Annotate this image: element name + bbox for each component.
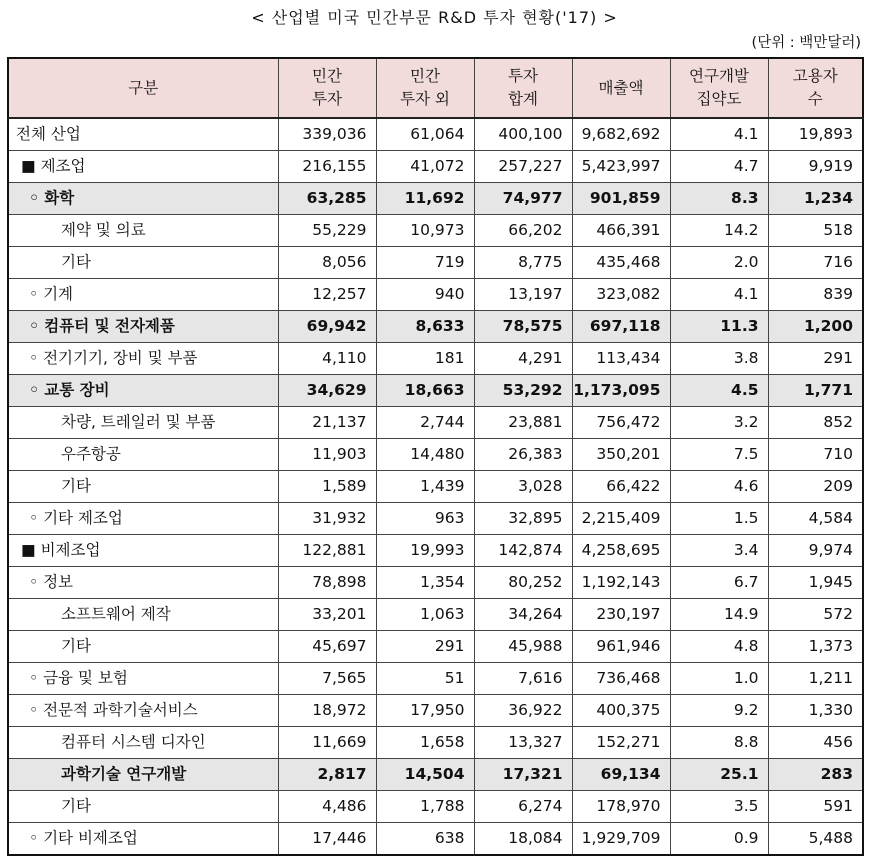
row-label: ◦ 화학: [8, 183, 278, 215]
value-cell: 1,929,709: [572, 823, 670, 856]
value-cell: 14,504: [376, 759, 474, 791]
table-row: [8, 823, 863, 856]
value-cell: 142,874: [474, 535, 572, 567]
value-cell: 961,946: [572, 631, 670, 663]
header-column: 투자 합계: [474, 58, 572, 118]
header-column: 민간 투자 외: [376, 58, 474, 118]
value-cell: 26,383: [474, 439, 572, 471]
value-cell: 34,629: [278, 375, 376, 407]
value-cell: 1,173,095: [572, 375, 670, 407]
value-cell: 63,285: [278, 183, 376, 215]
value-cell: 18,663: [376, 375, 474, 407]
value-cell: 963: [376, 503, 474, 535]
value-cell: 17,321: [474, 759, 572, 791]
value-cell: 209: [768, 471, 863, 503]
value-cell: 4,291: [474, 343, 572, 375]
table-row: [8, 118, 863, 151]
value-cell: 638: [376, 823, 474, 856]
value-cell: 45,697: [278, 631, 376, 663]
value-cell: 852: [768, 407, 863, 439]
table-row: [8, 311, 863, 343]
value-cell: 291: [768, 343, 863, 375]
value-cell: 4.1: [670, 279, 768, 311]
row-label: ◦ 기타 비제조업: [8, 823, 278, 856]
value-cell: 66,202: [474, 215, 572, 247]
value-cell: 19,893: [768, 118, 863, 151]
value-cell: 339,036: [278, 118, 376, 151]
value-cell: 36,922: [474, 695, 572, 727]
value-cell: 152,271: [572, 727, 670, 759]
unit-note: (단위 : 백만달러): [751, 35, 861, 51]
value-cell: 11.3: [670, 311, 768, 343]
value-cell: 19,993: [376, 535, 474, 567]
value-cell: 9,682,692: [572, 118, 670, 151]
value-cell: 1,439: [376, 471, 474, 503]
value-cell: 1,658: [376, 727, 474, 759]
header-column: 민간 투자: [278, 58, 376, 118]
value-cell: 0.9: [670, 823, 768, 856]
value-cell: 25.1: [670, 759, 768, 791]
value-cell: 839: [768, 279, 863, 311]
value-cell: 53,292: [474, 375, 572, 407]
value-cell: 2.0: [670, 247, 768, 279]
value-cell: 736,468: [572, 663, 670, 695]
row-label: ◦ 금융 및 보험: [8, 663, 278, 695]
table-row: [8, 791, 863, 823]
value-cell: 291: [376, 631, 474, 663]
row-label: 기타: [8, 791, 278, 823]
value-cell: 756,472: [572, 407, 670, 439]
value-cell: 18,972: [278, 695, 376, 727]
table-row: [8, 759, 863, 791]
row-label: ◦ 정보: [8, 567, 278, 599]
value-cell: 45,988: [474, 631, 572, 663]
value-cell: 181: [376, 343, 474, 375]
value-cell: 14.9: [670, 599, 768, 631]
value-cell: 6.7: [670, 567, 768, 599]
row-label: 전체 산업: [8, 118, 278, 151]
table-row: [8, 439, 863, 471]
value-cell: 4,486: [278, 791, 376, 823]
value-cell: 5,423,997: [572, 151, 670, 183]
value-cell: 3.5: [670, 791, 768, 823]
value-cell: 257,227: [474, 151, 572, 183]
value-cell: 1,373: [768, 631, 863, 663]
row-label: 우주항공: [8, 439, 278, 471]
table-row: [8, 407, 863, 439]
header-column: 매출액: [572, 58, 670, 118]
table-row: [8, 567, 863, 599]
row-label: 과학기술 연구개발: [8, 759, 278, 791]
value-cell: 9,919: [768, 151, 863, 183]
value-cell: 323,082: [572, 279, 670, 311]
table-row: [8, 503, 863, 535]
header-column: 고용자 수: [768, 58, 863, 118]
value-cell: 55,229: [278, 215, 376, 247]
value-cell: 7,616: [474, 663, 572, 695]
table-row: [8, 151, 863, 183]
value-cell: 1,192,143: [572, 567, 670, 599]
row-label: 차량, 트레일러 및 부품: [8, 407, 278, 439]
table-row: [8, 279, 863, 311]
row-label: 소프트웨어 제작: [8, 599, 278, 631]
value-cell: 719: [376, 247, 474, 279]
value-cell: 1,234: [768, 183, 863, 215]
value-cell: 12,257: [278, 279, 376, 311]
value-cell: 4,258,695: [572, 535, 670, 567]
value-cell: 61,064: [376, 118, 474, 151]
row-label: ◦ 전기기기, 장비 및 부품: [8, 343, 278, 375]
value-cell: 11,692: [376, 183, 474, 215]
value-cell: 940: [376, 279, 474, 311]
value-cell: 9,974: [768, 535, 863, 567]
value-cell: 14.2: [670, 215, 768, 247]
value-cell: 216,155: [278, 151, 376, 183]
value-cell: 1,211: [768, 663, 863, 695]
row-label: ◦ 기계: [8, 279, 278, 311]
value-cell: 11,903: [278, 439, 376, 471]
value-cell: 51: [376, 663, 474, 695]
value-cell: 69,134: [572, 759, 670, 791]
table-row: [8, 695, 863, 727]
value-cell: 23,881: [474, 407, 572, 439]
value-cell: 34,264: [474, 599, 572, 631]
row-label: ◦ 전문적 과학기술서비스: [8, 695, 278, 727]
table-row: [8, 535, 863, 567]
table-row: [8, 599, 863, 631]
value-cell: 697,118: [572, 311, 670, 343]
value-cell: 230,197: [572, 599, 670, 631]
value-cell: 8,056: [278, 247, 376, 279]
value-cell: 78,898: [278, 567, 376, 599]
value-cell: 466,391: [572, 215, 670, 247]
value-cell: 4,584: [768, 503, 863, 535]
value-cell: 13,197: [474, 279, 572, 311]
row-label: 기타: [8, 247, 278, 279]
value-cell: 2,744: [376, 407, 474, 439]
table-row: [8, 215, 863, 247]
value-cell: 8.8: [670, 727, 768, 759]
value-cell: 4.8: [670, 631, 768, 663]
value-cell: 400,100: [474, 118, 572, 151]
value-cell: 6,274: [474, 791, 572, 823]
value-cell: 1,771: [768, 375, 863, 407]
value-cell: 113,434: [572, 343, 670, 375]
value-cell: 21,137: [278, 407, 376, 439]
value-cell: 17,446: [278, 823, 376, 856]
value-cell: 3.2: [670, 407, 768, 439]
value-cell: 31,932: [278, 503, 376, 535]
value-cell: 400,375: [572, 695, 670, 727]
value-cell: 5,488: [768, 823, 863, 856]
table-row: [8, 471, 863, 503]
table-row: [8, 727, 863, 759]
value-cell: 17,950: [376, 695, 474, 727]
table-row: [8, 663, 863, 695]
value-cell: 3,028: [474, 471, 572, 503]
table-row: [8, 631, 863, 663]
value-cell: 178,970: [572, 791, 670, 823]
table-body: [8, 118, 863, 855]
table-row: [8, 183, 863, 215]
value-cell: 122,881: [278, 535, 376, 567]
row-label: ◦ 교통 장비: [8, 375, 278, 407]
value-cell: 1,330: [768, 695, 863, 727]
header-row: [8, 58, 863, 118]
value-cell: 13,327: [474, 727, 572, 759]
value-cell: 1,788: [376, 791, 474, 823]
table-row: [8, 343, 863, 375]
value-cell: 2,215,409: [572, 503, 670, 535]
value-cell: 1,945: [768, 567, 863, 599]
rd-investment-table: [7, 57, 864, 856]
value-cell: 3.4: [670, 535, 768, 567]
row-label: 기타: [8, 471, 278, 503]
value-cell: 901,859: [572, 183, 670, 215]
value-cell: 4.6: [670, 471, 768, 503]
value-cell: 435,468: [572, 247, 670, 279]
value-cell: 4,110: [278, 343, 376, 375]
value-cell: 69,942: [278, 311, 376, 343]
value-cell: 33,201: [278, 599, 376, 631]
value-cell: 4.7: [670, 151, 768, 183]
value-cell: 710: [768, 439, 863, 471]
value-cell: 1.0: [670, 663, 768, 695]
value-cell: 74,977: [474, 183, 572, 215]
value-cell: 9.2: [670, 695, 768, 727]
value-cell: 572: [768, 599, 863, 631]
value-cell: 66,422: [572, 471, 670, 503]
value-cell: 8.3: [670, 183, 768, 215]
value-cell: 14,480: [376, 439, 474, 471]
table-row: [8, 375, 863, 407]
row-label: ◦ 컴퓨터 및 전자제품: [8, 311, 278, 343]
value-cell: 1.5: [670, 503, 768, 535]
value-cell: 1,589: [278, 471, 376, 503]
value-cell: 18,084: [474, 823, 572, 856]
value-cell: 518: [768, 215, 863, 247]
value-cell: 7,565: [278, 663, 376, 695]
header-category: 구분: [8, 58, 278, 118]
value-cell: 78,575: [474, 311, 572, 343]
value-cell: 8,633: [376, 311, 474, 343]
header-column: 연구개발 집약도: [670, 58, 768, 118]
value-cell: 1,063: [376, 599, 474, 631]
value-cell: 8,775: [474, 247, 572, 279]
value-cell: 456: [768, 727, 863, 759]
table-row: [8, 247, 863, 279]
value-cell: 3.8: [670, 343, 768, 375]
value-cell: 10,973: [376, 215, 474, 247]
value-cell: 11,669: [278, 727, 376, 759]
value-cell: 4.5: [670, 375, 768, 407]
value-cell: 283: [768, 759, 863, 791]
row-label: ■ 제조업: [8, 151, 278, 183]
value-cell: 591: [768, 791, 863, 823]
value-cell: 80,252: [474, 567, 572, 599]
table-title: < 산업별 미국 민간부문 R&D 투자 현황('17) >: [251, 8, 618, 27]
value-cell: 350,201: [572, 439, 670, 471]
value-cell: 32,895: [474, 503, 572, 535]
value-cell: 41,072: [376, 151, 474, 183]
value-cell: 4.1: [670, 118, 768, 151]
value-cell: 1,200: [768, 311, 863, 343]
value-cell: 2,817: [278, 759, 376, 791]
value-cell: 716: [768, 247, 863, 279]
value-cell: 7.5: [670, 439, 768, 471]
row-label: 컴퓨터 시스템 디자인: [8, 727, 278, 759]
row-label: 기타: [8, 631, 278, 663]
row-label: ◦ 기타 제조업: [8, 503, 278, 535]
value-cell: 1,354: [376, 567, 474, 599]
row-label: ■ 비제조업: [8, 535, 278, 567]
row-label: 제약 및 의료: [8, 215, 278, 247]
